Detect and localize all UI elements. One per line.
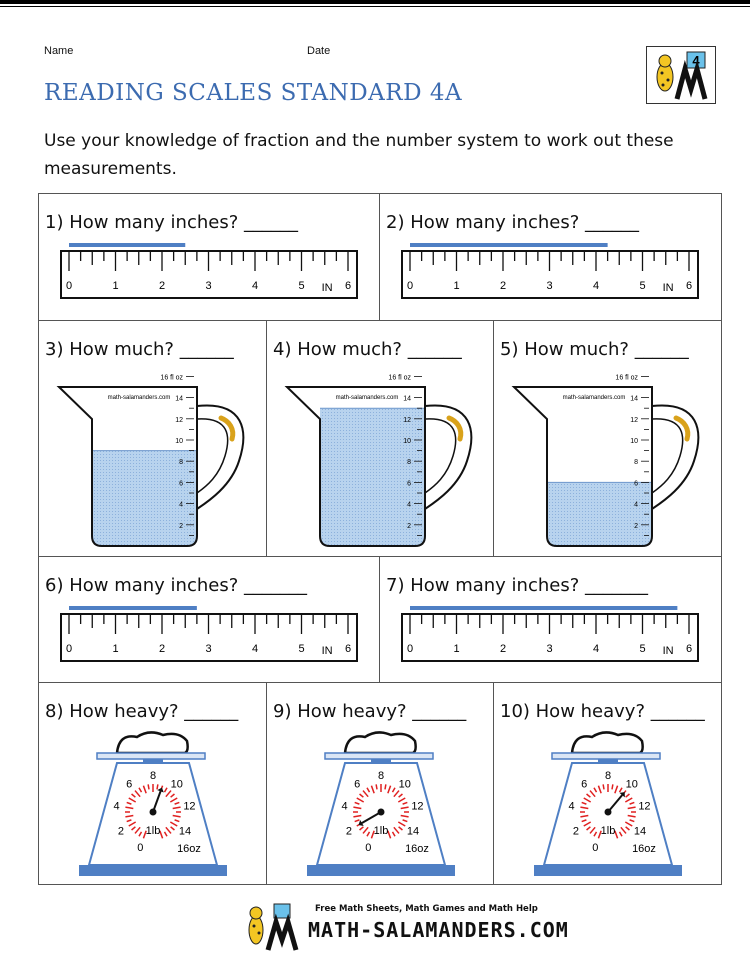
dial-label: 10 (625, 778, 638, 791)
jug-top-label: 16 fl oz (160, 374, 183, 382)
jug-handle (197, 405, 243, 509)
ruler-2 (380, 194, 721, 321)
name-label: Name (44, 45, 74, 57)
ruler-tick-label: 4 (592, 643, 600, 655)
top-rule-thin (0, 6, 750, 7)
question-8: 8) How heavy? ______ (45, 701, 239, 722)
jug-top-label: 16 fl oz (615, 374, 638, 382)
measuring-jug-5 (494, 321, 722, 557)
ruler-tick-label: 3 (546, 643, 553, 655)
ruler-7 (380, 557, 721, 683)
logo-number: 4 (692, 53, 700, 68)
ruler-tick-label: 4 (592, 280, 600, 292)
jug-top-label: 16 fl oz (388, 374, 411, 382)
ruler-tick-label: 1 (453, 643, 460, 655)
question-cell-9 (267, 683, 494, 884)
jug-tick-label: 2 (179, 522, 183, 530)
ruler-tick-label: 2 (158, 280, 166, 292)
dial-tick (612, 784, 613, 789)
dial-end-label: 16oz (177, 843, 201, 855)
ruler-tick-label: 5 (298, 643, 305, 655)
dial-label: 0 (137, 841, 144, 854)
jug-handle-inner (197, 419, 228, 493)
jug-liquid (547, 482, 652, 546)
dial-tick (157, 784, 158, 789)
dial-label: 8 (377, 770, 385, 782)
ruler-tick-label: 1 (453, 280, 460, 292)
scale-base (534, 865, 682, 876)
weighed-object (572, 732, 643, 753)
jug-tick-label: 14 (403, 395, 411, 403)
jug-handle-inner (652, 419, 683, 493)
ruler-tick-label: 0 (65, 643, 73, 655)
dial-pivot (378, 809, 385, 816)
question-9: 9) How heavy? ______ (273, 701, 467, 722)
dial-label: 10 (398, 778, 411, 791)
dial-center-label: 1lb (373, 825, 389, 837)
jug-tick-label: 8 (634, 459, 638, 467)
question-2: 2) How many inches? ______ (386, 212, 639, 233)
jug-brand-text: math-salamanders.com (335, 395, 399, 401)
jug-tick-label: 6 (634, 480, 638, 488)
footer-tagline: Free Math Sheets, Math Games and Math Help (315, 904, 538, 914)
dial-label: 0 (592, 841, 599, 854)
jug-brand-text: math-salamanders.com (107, 395, 171, 401)
dial-label: 2 (572, 825, 580, 838)
dial-tick (376, 784, 377, 789)
dial-label: 12 (638, 800, 651, 813)
ruler-tick-label: 2 (499, 643, 507, 655)
dial-pivot (150, 809, 157, 816)
ruler-tick-label: 3 (205, 643, 212, 655)
weighing-scale-8 (39, 683, 267, 884)
dial-label: 8 (149, 770, 157, 782)
question-grid (38, 193, 722, 885)
weighed-object (117, 732, 188, 753)
dial-label: 4 (113, 800, 120, 813)
ruler-tick-label: 6 (344, 643, 352, 655)
dial-pivot (605, 809, 612, 816)
weighed-object (345, 732, 416, 753)
ruler-tick-label: 3 (205, 280, 212, 292)
question-cell-1 (39, 194, 380, 321)
dial-label: 2 (345, 825, 353, 838)
dial-end-label: 16oz (632, 843, 656, 855)
jug-tick-label: 2 (407, 522, 411, 530)
jug-tick-label: 10 (630, 438, 638, 445)
jug-tick-label: 6 (407, 480, 411, 488)
ruler-tick-label: 1 (112, 643, 119, 655)
jug-tick-label: 14 (175, 395, 183, 403)
salamander-logo (646, 46, 716, 104)
dial-label: 14 (633, 825, 647, 838)
ruler-tick-label: 3 (546, 280, 553, 292)
question-4: 4) How much? ______ (273, 339, 462, 360)
question-cell-6 (39, 557, 380, 683)
question-cell-4 (267, 321, 494, 557)
ruler-tick-label: 2 (499, 280, 507, 292)
dial-label: 4 (341, 800, 348, 813)
jug-tick-label: 8 (179, 459, 183, 467)
ruler-unit-label: IN (321, 282, 333, 294)
question-7: 7) How many inches? _______ (386, 575, 648, 596)
question-3: 3) How much? ______ (45, 339, 234, 360)
ruler-tick-label: 0 (406, 643, 414, 655)
question-cell-3 (39, 321, 267, 557)
ruler-tick-label: 4 (251, 280, 259, 292)
ruler-tick-label: 0 (406, 280, 414, 292)
dial-label: 6 (354, 778, 361, 791)
scale-pan (97, 753, 205, 759)
ruler-unit-label: IN (662, 282, 674, 294)
dial-end-label: 16oz (405, 843, 429, 855)
instructions: Use your knowledge of fraction and the number system to work out these measurements. (44, 131, 674, 179)
question-cell-10 (494, 683, 722, 884)
dial-label: 8 (604, 770, 612, 782)
dial-label: 2 (117, 825, 125, 838)
scale-base (79, 865, 227, 876)
ruler-tick-label: 4 (251, 643, 259, 655)
question-5: 5) How much? ______ (500, 339, 689, 360)
dial-center-label: 1lb (145, 825, 161, 837)
measuring-jug-4 (267, 321, 495, 557)
ruler-tick-label: 6 (685, 643, 693, 655)
dial-label: 12 (183, 800, 196, 813)
question-6: 6) How many inches? _______ (45, 575, 307, 596)
dial-center-label: 1lb (600, 825, 616, 837)
jug-tick-label: 8 (407, 459, 411, 467)
ruler-unit-label: IN (662, 645, 674, 657)
page-title: READING SCALES STANDARD 4A (44, 80, 463, 106)
weighing-scale-9 (267, 683, 495, 884)
ruler-tick-label: 6 (685, 280, 693, 292)
dial-label: 4 (568, 800, 575, 813)
dial-tick (385, 784, 386, 789)
dial-label: 14 (178, 825, 192, 838)
ruler-tick-label: 5 (639, 643, 646, 655)
jug-tick-label: 2 (634, 522, 638, 530)
jug-tick-label: 12 (630, 416, 638, 424)
dial-label: 10 (170, 778, 183, 791)
jug-tick-label: 12 (175, 416, 183, 424)
ruler-tick-label: 1 (112, 280, 119, 292)
ruler-tick-label: 2 (158, 643, 166, 655)
jug-tick-label: 6 (179, 480, 183, 488)
dial-tick (603, 784, 604, 789)
question-10: 10) How heavy? ______ (500, 701, 705, 722)
jug-tick-label: 4 (634, 501, 638, 509)
jug-tick-label: 4 (407, 501, 411, 509)
ruler-1 (39, 194, 380, 321)
jug-handle (652, 405, 698, 509)
jug-tick-label: 14 (630, 395, 638, 403)
jug-brand-text: math-salamanders.com (562, 395, 626, 401)
dial-tick (148, 784, 149, 789)
ruler-unit-label: IN (321, 645, 333, 657)
ruler-tick-label: 5 (298, 280, 305, 292)
jug-tick-label: 4 (179, 501, 183, 509)
ruler-tick-label: 6 (344, 280, 352, 292)
question-cell-7 (380, 557, 722, 683)
top-rule (0, 0, 750, 4)
footer (240, 900, 569, 955)
dial-label: 12 (411, 800, 424, 813)
date-label: Date (307, 45, 331, 57)
jug-tick-label: 12 (403, 416, 411, 424)
dial-label: 0 (365, 841, 372, 854)
ruler-6 (39, 557, 380, 683)
question-cell-8 (39, 683, 267, 884)
jug-tick-label: 10 (403, 438, 411, 445)
ruler-tick-label: 0 (65, 280, 73, 292)
question-cell-2 (380, 194, 722, 321)
dial-label: 14 (406, 825, 420, 838)
scale-base (307, 865, 455, 876)
footer-salamander-icon (240, 900, 300, 952)
scale-pan (552, 753, 660, 759)
ruler-tick-label: 5 (639, 280, 646, 292)
footer-brand: MATH-SALAMANDERS.COM (308, 918, 569, 942)
dial-label: 6 (126, 778, 133, 791)
jug-handle (425, 405, 471, 509)
question-1: 1) How many inches? ______ (45, 212, 298, 233)
scale-pan (325, 753, 433, 759)
jug-handle-inner (425, 419, 456, 493)
jug-tick-label: 10 (175, 438, 183, 445)
weighing-scale-10 (494, 683, 722, 884)
dial-label: 6 (581, 778, 588, 791)
measuring-jug-3 (39, 321, 267, 557)
question-cell-5 (494, 321, 722, 557)
